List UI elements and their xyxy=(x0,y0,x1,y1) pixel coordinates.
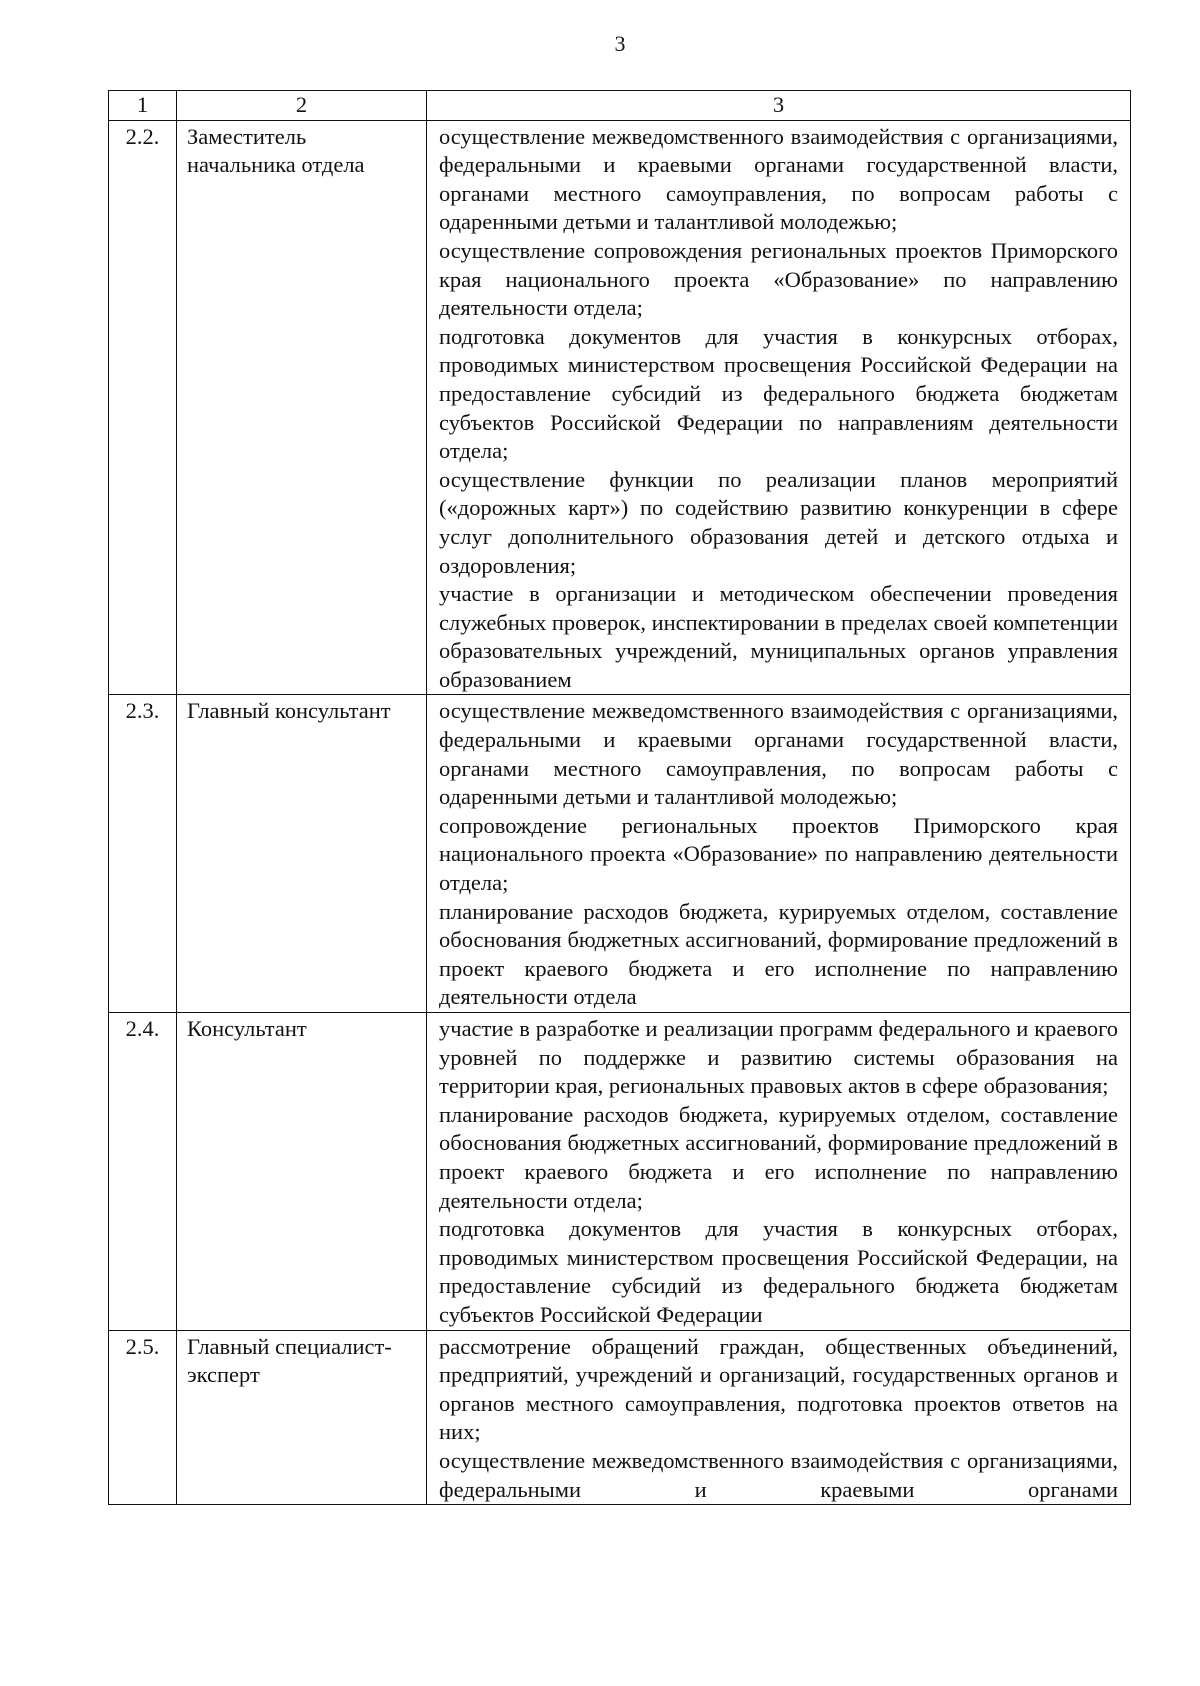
function-item: планирование расходов бюджета, курируемых отделом, составление обоснования бюджетных ассигнований, формирование предложений в проект краевого бюджета и его исполнение по направлению деятельности отдела xyxy=(439,898,1118,1010)
row-number: 2.4. xyxy=(109,1013,177,1331)
column-header-position: 2 xyxy=(177,91,427,121)
functions-cell xyxy=(427,695,1131,1013)
position-title: Заместитель начальника отдела xyxy=(177,120,427,695)
position-title: Главный специалист-эксперт xyxy=(177,1330,427,1505)
table-header-row xyxy=(109,91,1131,121)
row-number: 2.5. xyxy=(109,1330,177,1505)
function-item: осуществление функции по реализации планов мероприятий («дорожных карт») по содействию развитию конкуренции в сфере услуг дополнительного образования детей и детского отдыха и оздоровления; xyxy=(439,466,1118,578)
table-row xyxy=(109,1013,1131,1331)
function-item: планирование расходов бюджета, курируемых отделом, составление обоснования бюджетных ассигнований, формирование предложений в проект краевого бюджета и его исполнение по направлению деятельности отдела; xyxy=(439,1101,1118,1213)
position-title: Главный консультант xyxy=(177,695,427,1013)
function-item: сопровождение региональных проектов Приморского края национального проекта «Образование» по направлению деятельности отдела; xyxy=(439,812,1118,896)
table-row xyxy=(109,695,1131,1013)
function-item: осуществление сопровождения региональных проектов Приморского края национального проекта «Образование» по направлению деятельности отдела; xyxy=(439,237,1118,321)
function-item: подготовка документов для участия в конкурсных отборах, проводимых министерством просвещения Российской Федерации, на предоставление субсидий из федерального бюджета бюджетам субъектов Российской Федерации xyxy=(439,1216,1118,1327)
functions-cell xyxy=(427,1330,1131,1505)
table-row xyxy=(109,120,1131,695)
column-header-functions: 3 xyxy=(427,91,1131,121)
function-item: рассмотрение обращений граждан, общественных объединений, предприятий, учреждений и организаций, государственных органов и органов местного самоуправления, подготовка проектов ответов на них; xyxy=(439,1333,1118,1445)
function-item: участие в разработке и реализации программ федерального и краевого уровней по поддержке и развитию системы образования на территории края, региональных правовых актов в сфере образования; xyxy=(439,1016,1118,1099)
functions-cell xyxy=(427,1013,1131,1331)
column-header-number: 1 xyxy=(109,91,177,121)
row-number: 2.2. xyxy=(109,120,177,695)
functions-cell xyxy=(427,120,1131,695)
function-item: подготовка документов для участия в конкурсных отборах, проводимых министерством просвещения Российской Федерации на предоставление субсидий из федерального бюджета бюджетам субъектов Российской Федерации по направлениям деятельности отдела; xyxy=(439,323,1118,464)
duties-table xyxy=(108,90,1131,1505)
position-title: Консультант xyxy=(177,1013,427,1331)
table-row xyxy=(109,1330,1131,1505)
page-number: 3 xyxy=(614,31,626,56)
function-item: участие в организации и методическом обеспечении проведения служебных проверок, инспектировании в пределах своей компетенции образовательных учреждений, муниципальных органов управления образованием xyxy=(439,581,1118,692)
row-number: 2.3. xyxy=(109,695,177,1013)
function-item: осуществление межведомственного взаимодействия с организациями, федеральными и краевыми органами xyxy=(439,1447,1118,1502)
function-item: осуществление межведомственного взаимодействия с организациями, федеральными и краевыми органами государственной власти, органами местного самоуправления, по вопросам работы с одаренными детьми и талантливой молодежью; xyxy=(439,698,1118,810)
function-item: осуществление межведомственного взаимодействия с организациями, федеральными и краевыми органами государственной власти, органами местного самоуправления, по вопросам работы с одаренными детьми и талантливой молодежью; xyxy=(439,123,1118,235)
